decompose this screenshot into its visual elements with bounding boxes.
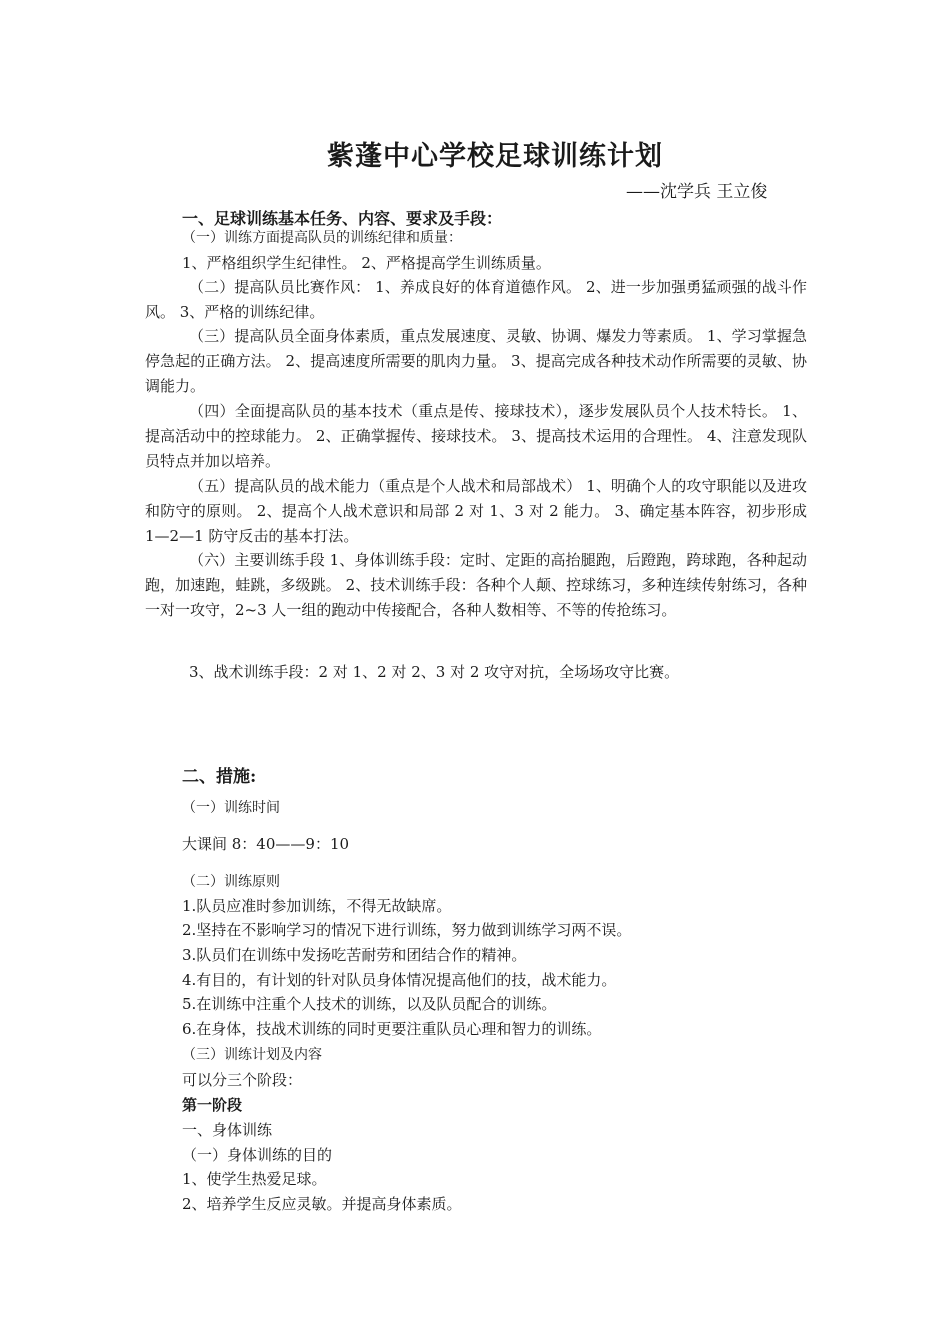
purpose-item: 1、使学生热爱足球。 [182, 1170, 327, 1188]
section1-heading: 一、足球训练基本任务、内容、要求及手段： [182, 209, 503, 228]
section2-sub2: （二）训练原则 [182, 874, 280, 890]
document-title: 紫蓬中心学校足球训练计划 [327, 141, 663, 172]
section1-paragraph-2: （二）提高队员比赛作风： 1、养成良好的体育道德作风。 2、进一步加强勇猛顽强的战斗作风。 3、严格的训练纪律。 [145, 278, 807, 321]
purpose-item: 2、培养学生反应灵敏。并提高身体素质。 [182, 1195, 462, 1213]
section2-sub1: （一）训练时间 [182, 800, 280, 816]
section1-paragraph-6: （六）主要训练手段 1、身体训练手段：定时、定距的高抬腿跑，后蹬跑，跨球跑，各种起动跑，加速跑，蛙跳，多级跳。 2、技术训练手段：各种个人颠、控球练习，多种连续传射练习，各种一对一攻守，2~3 人一组的跑动中传接配合，各种人数相等、不等的传抢练习。 [145, 551, 807, 619]
section1-paragraph-3: （三）提高队员全面身体素质，重点发展速度、灵敏、协调、爆发力等素质。 1、学习掌握急停急起的正确方法。 2、提高速度所需要的肌肉力量。 3、提高完成各种技术动作所需要的灵敏、协调能力。 [145, 327, 807, 395]
training-time: 大课间 8：40——9：10 [182, 835, 350, 853]
section1-item1-title: （一）训练方面提高队员的训练纪律和质量： [182, 230, 462, 246]
document-author: ——沈学兵 王立俊 [626, 182, 768, 202]
physical-training-purpose: （一）身体训练的目的 [182, 1146, 333, 1164]
stage1-heading: 第一阶段 [182, 1096, 243, 1114]
rule-item: 2.坚持在不影响学习的情况下进行训练，努力做到训练学习两不误。 [182, 921, 632, 939]
section1-paragraph-4: （四）全面提高队员的基本技术（重点是传、接球技术），逐步发展队员个人技术特长。 1、提高活动中的控球能力。 2、正确掌握传、接球技术。 3、提高技术运用的合理性。 4、注意发现队员特点并加以培养。 [145, 402, 807, 470]
rule-item: 1.队员应准时参加训练，不得无故缺席。 [182, 897, 452, 915]
rule-item: 6.在身体，技战术训练的同时更要注重队员心理和智力的训练。 [182, 1020, 602, 1038]
physical-training-heading: 一、身体训练 [182, 1121, 273, 1139]
section1-item1-line: 1、严格组织学生纪律性。 2、严格提高学生训练质量。 [182, 254, 551, 272]
section1-paragraph-5: （五）提高队员的战术能力（重点是个人战术和局部战术） 1、明确个人的攻守职能以及进攻和防守的原则。 2、提高个人战术意识和局部 2 对 1、3 对 2 能力。 3、确定基本阵容，初步形成 1—2—1 防守反击的基本打法。 [145, 477, 807, 545]
rule-item: 4.有目的，有计划的针对队员身体情况提高他们的技，战术能力。 [182, 971, 617, 989]
section2-sub3: （三）训练计划及内容 [182, 1047, 322, 1063]
rule-item: 5.在训练中注重个人技术的训练，以及队员配合的训练。 [182, 995, 557, 1013]
section1-paragraph-7: 3、战术训练手段：2 对 1、2 对 2、3 对 2 攻守对抗，全场场攻守比赛。 [189, 663, 680, 681]
stages-intro: 可以分三个阶段： [182, 1071, 303, 1089]
section2-heading: 二、措施: [182, 767, 257, 787]
rule-item: 3.队员们在训练中发扬吃苦耐劳和团结合作的精神。 [182, 946, 527, 964]
